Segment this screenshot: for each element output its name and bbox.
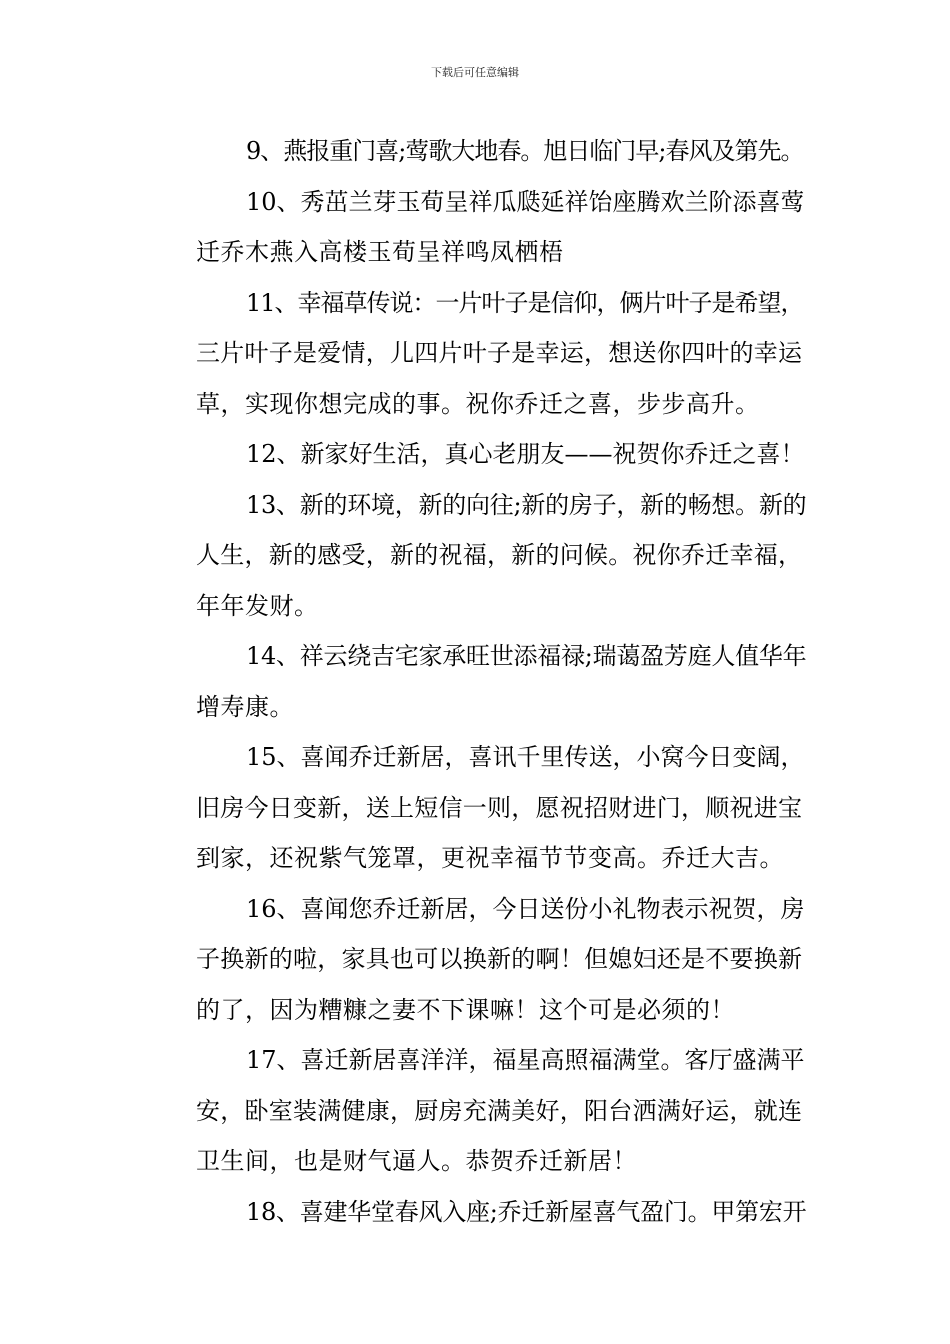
- paragraph-line: 17、喜迁新居喜洋洋，福星高照福满堂。客厅盛满平: [246, 1046, 805, 1074]
- paragraph-line: 卫生间，也是财气逼人。恭贺乔迁新居！: [196, 1147, 637, 1175]
- paragraph-14: [146, 631, 806, 732]
- paragraph-line: 三片叶子是爱情，儿四片叶子是幸运，想送你四叶的幸运: [196, 339, 803, 367]
- paragraph-line: 9、燕报重门喜;莺歌大地春。旭日临门早;春风及第先。: [246, 137, 804, 165]
- paragraph-line: 迁乔木燕入高楼玉荀呈祥鸣凤栖梧: [196, 238, 564, 266]
- paragraph-13: [146, 480, 806, 632]
- paragraph-line: 11、幸福草传说：一片叶子是信仰，俩片叶子是希望，: [246, 288, 804, 317]
- paragraph-line: 草，实现你想完成的事。祝你乔迁之喜，步步高升。: [196, 389, 760, 418]
- paragraph-line: 15、喜闻乔迁新居，喜讯千里传送，小窝今日变阔，: [246, 743, 805, 771]
- paragraph-line: 18、喜建华堂春风入座;乔迁新屋喜气盈门。甲第宏开: [246, 1197, 807, 1226]
- paragraph-11: [146, 278, 806, 430]
- paragraph-line: 10、秀茁兰芽玉荀呈祥瓜瓞延祥饴座腾欢兰阶添喜莺: [246, 187, 805, 216]
- paragraph-17: [146, 1035, 806, 1187]
- paragraph-line: 16、喜闻您乔迁新居，今日送份小礼物表示祝贺，房: [246, 894, 805, 923]
- paragraph-line: 的了，因为糟糠之妻不下课嘛！这个可是必须的！: [196, 995, 735, 1024]
- paragraph-9: [146, 126, 806, 177]
- paragraph-line: 增寿康。: [196, 692, 294, 721]
- paragraph-10: [146, 177, 806, 278]
- document-body: [146, 126, 806, 1237]
- paragraph-line: 安，卧室装满健康，厨房充满美好，阳台洒满好运，就连: [196, 1096, 803, 1125]
- paragraph-line: 旧房今日变新，送上短信一则，愿祝招财进门，顺祝进宝: [196, 793, 803, 822]
- paragraph-line: 12、新家好生活，真心老朋友——祝贺你乔迁之喜！: [246, 440, 805, 468]
- paragraph-16: [146, 884, 806, 1036]
- paragraph-line: 年年发财。: [196, 591, 319, 620]
- paragraph-line: 13、新的环境，新的向往;新的房子，新的畅想。新的: [246, 490, 807, 519]
- paragraph-line: 到家，还祝紫气笼罩，更祝幸福节节变高。乔迁大吉。: [196, 844, 784, 872]
- paragraph-line: 子换新的啦，家具也可以换新的啊！但媳妇还是不要换新: [196, 945, 803, 973]
- page-header: 下载后可任意编辑: [431, 66, 519, 79]
- paragraph-18: [146, 1187, 806, 1238]
- paragraph-line: 人生，新的感受，新的祝福，新的问候。祝你乔迁幸福，: [196, 541, 803, 569]
- paragraph-12: [146, 429, 806, 480]
- paragraph-line: 14、祥云绕吉宅家承旺世添福禄;瑞蔼盈芳庭人值华年: [246, 642, 807, 670]
- paragraph-15: [146, 732, 806, 884]
